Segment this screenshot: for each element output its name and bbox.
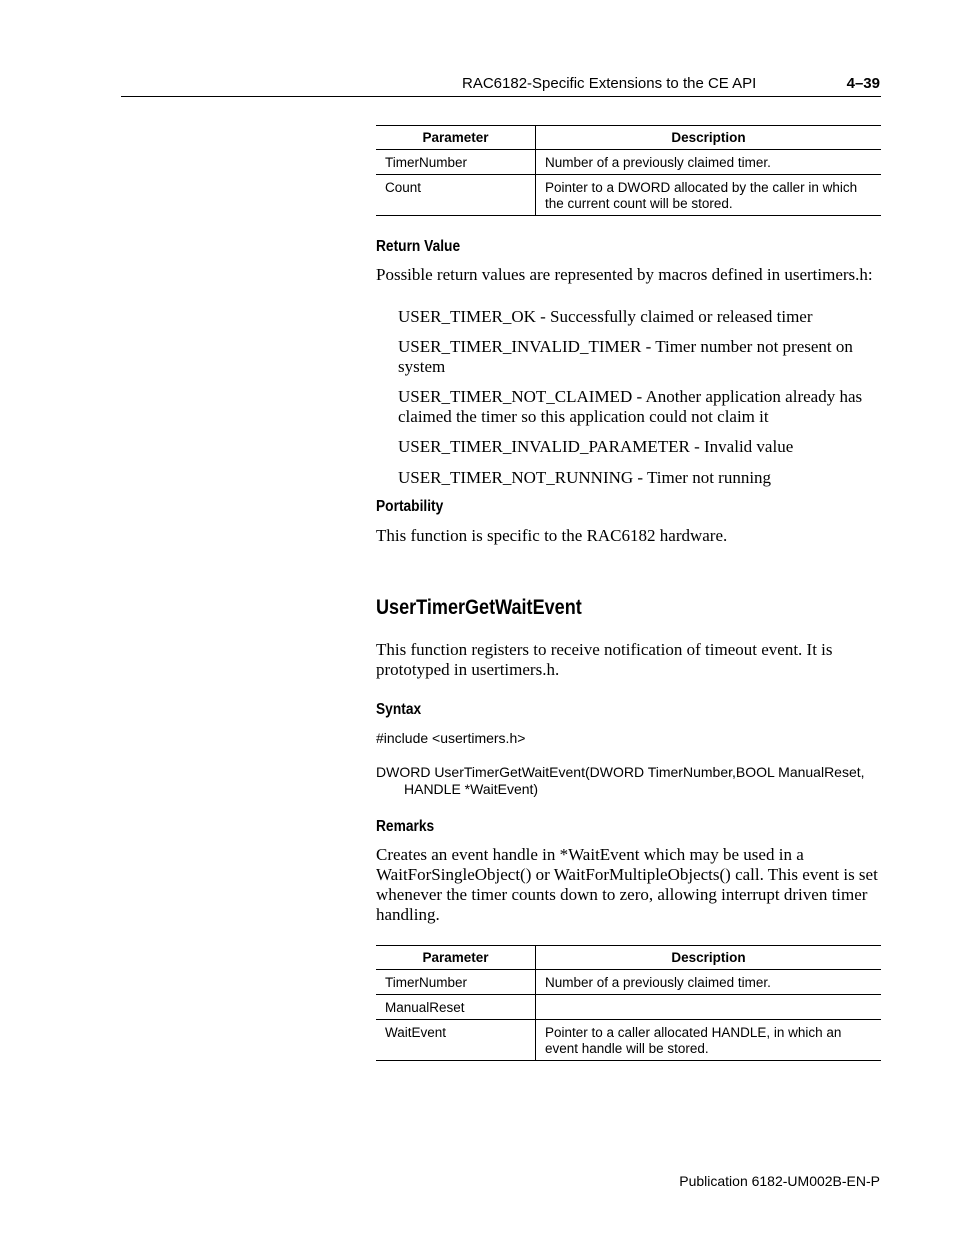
column-header-parameter: Parameter — [376, 126, 536, 150]
parameter-name: ManualReset — [376, 995, 536, 1020]
publication-footer: Publication 6182-UM002B-EN-P — [679, 1173, 880, 1189]
syntax-signature-line-2: HANDLE *WaitEvent) — [404, 781, 539, 797]
return-value-intro: Possible return values are represented by macros defined in usertimers.h: — [376, 265, 873, 284]
parameter-description: Number of a previously claimed timer. — [536, 150, 882, 175]
parameter-table-1 — [376, 125, 881, 216]
column-header-description: Description — [536, 126, 882, 150]
remarks-heading: Remarks — [376, 818, 435, 835]
table-row — [376, 175, 881, 216]
parameter-name: TimerNumber — [376, 970, 536, 995]
remarks-text: Creates an event handle in *WaitEvent which may be used in a WaitForSingleObject() or WaitForMultipleObjects() call. This event is set whenever the timer counts down to zero, allowing interrupt driven timer handling. — [376, 845, 878, 924]
return-value-item: USER_TIMER_OK - Successfully claimed or released timer — [398, 307, 813, 326]
syntax-signature-line-1: DWORD UserTimerGetWaitEvent(DWORD TimerNumber,BOOL ManualReset, — [376, 764, 865, 780]
column-header-description: Description — [536, 946, 882, 970]
parameter-description: Pointer to a caller allocated HANDLE, in which an event handle will be stored. — [536, 1020, 882, 1061]
portability-text: This function is specific to the RAC6182 hardware. — [376, 526, 728, 545]
table-row — [376, 995, 881, 1020]
parameter-name: WaitEvent — [376, 1020, 536, 1061]
page-number: 4–39 — [846, 75, 880, 92]
portability-heading: Portability — [376, 498, 444, 515]
return-value-heading: Return Value — [376, 238, 461, 255]
table-header-row — [376, 126, 881, 150]
function-description: This function registers to receive notification of timeout event. It is prototyped in usertimers.h. — [376, 640, 833, 679]
return-value-item: USER_TIMER_INVALID_TIMER - Timer number not present on system — [398, 337, 853, 376]
table-row — [376, 970, 881, 995]
parameter-name: Count — [376, 175, 536, 216]
parameter-name: TimerNumber — [376, 150, 536, 175]
return-value-item: USER_TIMER_NOT_RUNNING - Timer not running — [398, 468, 772, 487]
function-title: UserTimerGetWaitEvent — [376, 596, 582, 619]
running-header-title: RAC6182-Specific Extensions to the CE API — [462, 75, 757, 92]
column-header-parameter: Parameter — [376, 946, 536, 970]
header-rule — [121, 96, 881, 97]
table-row — [376, 1020, 881, 1061]
syntax-include: #include <usertimers.h> — [376, 730, 526, 746]
parameter-description: Pointer to a DWORD allocated by the caller in which the current count will be stored. — [536, 175, 882, 216]
parameter-description: Number of a previously claimed timer. — [536, 970, 882, 995]
table-row — [376, 150, 881, 175]
parameter-table-2 — [376, 945, 881, 1061]
table-header-row — [376, 946, 881, 970]
return-value-item: USER_TIMER_INVALID_PARAMETER - Invalid value — [398, 437, 794, 456]
syntax-heading: Syntax — [376, 701, 422, 718]
parameter-description — [536, 995, 882, 1020]
return-value-item: USER_TIMER_NOT_CLAIMED - Another application already has claimed the timer so this application could not claim it — [398, 387, 863, 426]
